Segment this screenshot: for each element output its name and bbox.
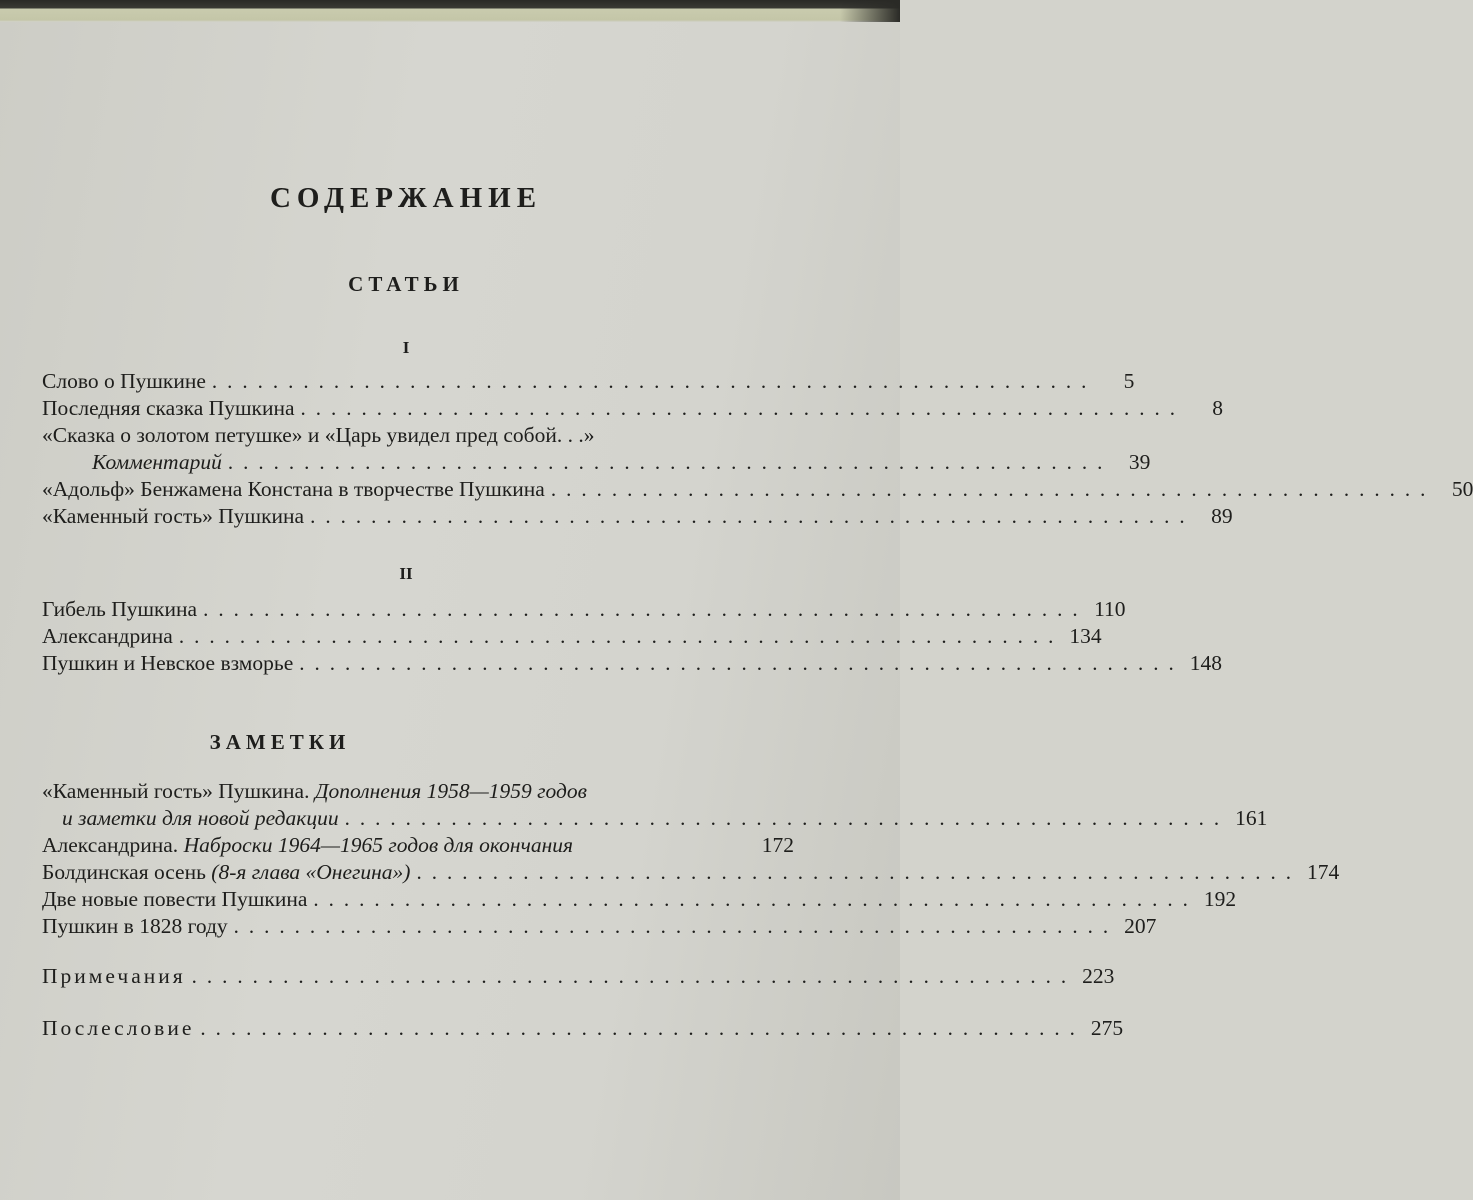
toc-entry[interactable] bbox=[42, 395, 1224, 421]
toc-entry-title-italic: Дополнения 1958—1959 годов bbox=[314, 779, 587, 803]
toc-entry-page: 161 bbox=[1235, 806, 1268, 830]
toc-entry-page: 275 bbox=[1090, 1016, 1124, 1040]
toc-entry-title bbox=[42, 449, 222, 475]
toc-entry[interactable] bbox=[42, 886, 1237, 912]
toc-entry-page: 172 bbox=[761, 833, 794, 857]
book-page bbox=[0, 22, 1473, 1200]
part-label-2: II bbox=[399, 564, 413, 583]
toc-entry-title: Слово о Пушкине bbox=[42, 369, 206, 393]
section-heading-notes: ЗАМЕТКИ bbox=[209, 730, 351, 754]
toc-entry[interactable] bbox=[42, 503, 1233, 529]
section-heading-articles: СТАТЬИ bbox=[348, 272, 464, 296]
dot-leader: .......................................................... bbox=[300, 396, 1186, 420]
dot-leader: .......................................................... bbox=[211, 369, 1097, 393]
toc-entry[interactable] bbox=[42, 623, 1102, 649]
toc-entry-title bbox=[42, 778, 587, 804]
toc-entry[interactable] bbox=[42, 650, 1223, 676]
toc-entry-title-italic: Комментарий bbox=[92, 450, 222, 474]
toc-entry[interactable] bbox=[42, 449, 1151, 475]
toc-entry[interactable] bbox=[42, 805, 1268, 831]
toc-entry[interactable] bbox=[42, 859, 1340, 885]
toc-entry-page: 207 bbox=[1124, 914, 1157, 938]
toc-entry-title: «Сказка о золотом петушке» и «Царь увидел пред собой. . .» bbox=[42, 423, 595, 447]
toc-entry[interactable] bbox=[42, 476, 1473, 502]
toc-entry-page: 223 bbox=[1082, 964, 1115, 988]
toc-entry-afterword[interactable] bbox=[42, 1015, 1124, 1041]
toc-entry-page: 110 bbox=[1094, 597, 1126, 621]
book-top-edge bbox=[0, 0, 900, 22]
dot-leader: .......................................................... bbox=[344, 806, 1230, 830]
toc-entry-title bbox=[42, 859, 410, 885]
toc-entry-title: «Каменный гость» Пушкина bbox=[42, 504, 305, 528]
toc-entry-page: 5 bbox=[1123, 369, 1135, 393]
toc-entry-title: Гибель Пушкина bbox=[42, 597, 198, 621]
part-label-1: I bbox=[402, 338, 410, 357]
toc-entry-title: Послесловие bbox=[42, 1016, 195, 1040]
dot-leader: .......................................................... bbox=[313, 887, 1198, 911]
toc-entry-page: 192 bbox=[1203, 887, 1237, 911]
toc-entry-title: Примечания bbox=[42, 964, 186, 988]
dot-leader: .......................................................... bbox=[200, 1016, 1085, 1040]
toc-entry[interactable] bbox=[42, 913, 1157, 939]
dot-leader: .......................................................... bbox=[233, 914, 1119, 938]
contents-title: СОДЕРЖАНИЕ bbox=[269, 182, 543, 214]
toc-entry[interactable] bbox=[42, 368, 1135, 394]
toc-entry-title: Пушкин в 1828 году bbox=[42, 914, 228, 938]
toc-entry[interactable] bbox=[42, 422, 794, 448]
toc-entry-title: Александрина bbox=[42, 624, 173, 648]
toc-entry-title bbox=[42, 805, 339, 831]
dot-leader: .......................................................... bbox=[310, 504, 1195, 528]
toc-entry[interactable] bbox=[42, 832, 794, 858]
dot-leader: .......................................................... bbox=[227, 450, 1113, 474]
toc-entry-title: Пушкин и Невское взморье bbox=[42, 651, 294, 675]
toc-entry-title-italic: и заметки для новой редакции bbox=[62, 806, 339, 830]
dot-leader: .......................................................... bbox=[178, 624, 1064, 648]
toc-entry-page: 174 bbox=[1306, 860, 1340, 884]
toc-entry-title-italic: (8-я глава «Онегина») bbox=[211, 860, 411, 884]
toc-entry-page: 50 bbox=[1451, 477, 1473, 501]
toc-entry[interactable] bbox=[42, 778, 794, 804]
toc-entry-title: Последняя сказка Пушкина bbox=[42, 396, 295, 420]
toc-entry-title: Две новые повести Пушкина bbox=[42, 887, 308, 911]
dot-leader: .......................................................... bbox=[416, 860, 1301, 884]
toc-entry-title: «Адольф» Бенжамена Констана в творчестве Пушкина bbox=[42, 477, 545, 501]
toc-entry-title-roman: Александрина. bbox=[42, 833, 179, 857]
toc-entry-page: 39 bbox=[1128, 450, 1151, 474]
toc-entry-title-italic: Наброски 1964—1965 годов для окончания bbox=[183, 833, 573, 857]
toc-entry-title-roman: Болдинская осень bbox=[42, 860, 206, 884]
toc-entry[interactable] bbox=[42, 596, 1126, 622]
dot-leader: .......................................................... bbox=[191, 964, 1077, 988]
dot-leader: .......................................................... bbox=[550, 477, 1436, 501]
dot-leader: .......................................................... bbox=[203, 597, 1088, 621]
toc-entry-notes[interactable] bbox=[42, 963, 1115, 989]
toc-entry-page: 134 bbox=[1069, 624, 1102, 648]
toc-entry-page: 148 bbox=[1189, 651, 1223, 675]
toc-entry-page: 8 bbox=[1212, 396, 1224, 420]
toc-entry-title bbox=[42, 832, 573, 858]
toc-entry-page: 89 bbox=[1211, 504, 1233, 528]
dot-leader: .......................................................... bbox=[299, 651, 1184, 675]
toc-entry-title-roman: «Каменный гость» Пушкина. bbox=[42, 779, 310, 803]
